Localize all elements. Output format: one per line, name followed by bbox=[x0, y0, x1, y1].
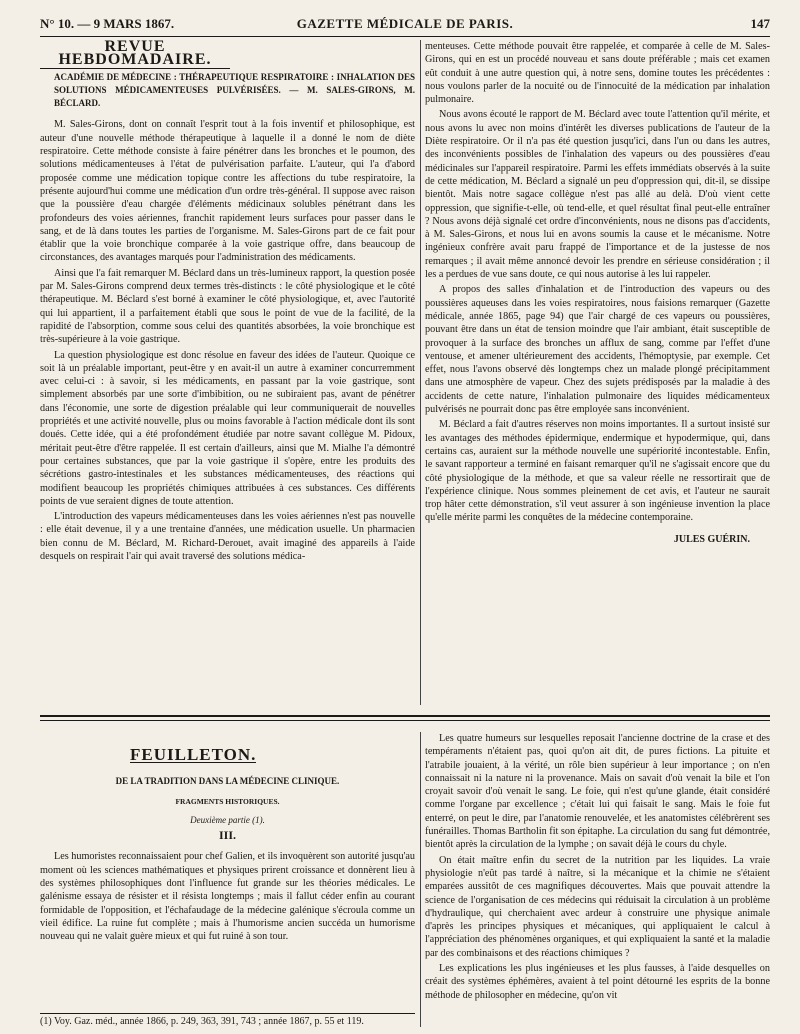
feuilleton-title: FEUILLETON. bbox=[130, 745, 257, 764]
revue-heading: ACADÉMIE DE MÉDECINE : THÉRAPEUTIQUE RESPIRATOIRE : INHALATION DES SOLUTIONS MÉDICAMENTEUSES PULVÉRISÉES. — M. SALES-GIRONS, M. BÉCLARD. bbox=[54, 71, 415, 109]
feuilleton-paragraph: Les explications les plus ingénieuses et les plus fausses, à l'aide desquelles on créait des systèmes éphémères, avaient à tel point détourné les esprits de la bonne méthode de philosopher en médecine, qu'on vit bbox=[425, 963, 770, 1001]
feuilleton-section-number: III. bbox=[218, 828, 236, 843]
feuilleton-paragraph: Les humoristes reconnaissaient pour chef Galien, et ils invoquèrent son autorité jusqu'au moment où les sciences mathématiques et physiques prirent croissance et donnèrent lieu à des systèmes philosophiques dont l'influence fut grande sur les théories médicales. Le galénisme essaya de résister et il résista longtemps ; mais il fallut céder enfin au courant formidable de l'opposition, et l'échafaudage de la médecine galénique s'écroula comme un vieil édifice. La ruine fut complète ; mais à l'humorisme ancien succéda un humorisme nouveau qui ne valait guère mieux et qui fut ruiné à son tour. bbox=[40, 851, 415, 943]
column-divider bbox=[420, 732, 421, 1027]
page-number: 147 bbox=[750, 16, 770, 31]
section-divider-thin bbox=[40, 720, 770, 721]
section-divider-thick bbox=[40, 715, 770, 717]
revue-paragraph: Ainsi que l'a fait remarquer M. Béclard dans un très-lumineux rapport, la question posée par M. Sales-Girons comprend deux termes très-distincts : le côté physiologique et le côté thérapeutique. M. Béclard s'est borné à examiner le côté physiologique, et, avec l'autorité qui lui appartient, il a parfaitement établi que sous le point de vue de la facilité, de la rapidité de l'absorption, comme sous celui des quantités absorbées, la voie bronchique est très-supérieure à la voie gastrique. bbox=[40, 267, 415, 346]
feuilleton-paragraph: On était maître enfin du secret de la nutrition par les liquides. La vraie physiologie n'eût pas tardé à naître, si la mécanique et la chimie ne s'étaient emparées aussitôt de ces magnifiques découvertes. Mais que pouvait attendre la science de l'organisation de ces médecins qui réduisait la circulation à un problème d'hydraulique, qui cherchaient avec ardeur à construire une physique animale d'après les principes physiques et mécaniques, qui appliquaient le calcul à l'appréciation des phénomènes organiques, et qui expliquaient la santé et la maladie par des combinaisons et des réactions chimiques ? bbox=[425, 854, 770, 959]
page-header bbox=[40, 12, 770, 37]
footnote: (1) Voy. Gaz. méd., année 1866, p. 249, 363, 391, 743 ; année 1867, p. 55 et 119. bbox=[40, 1016, 364, 1027]
revue-paragraph: M. Sales-Girons, dont on connaît l'esprit tout à la fois inventif et philosophique, est auteur d'une nouvelle méthode thérapeutique à laquelle il a donné le nom de diète respiratoire. Cette méthode consiste à faire pénétrer dans les bronches et le poumon, des solutions médicamenteuses à l'état de pulvérisation parfaite. L'auteur, qui l'a d'abord proposée comme une médication topique contre les affections du tube respiratoire, la présente aujourd'hui comme une médication d'un ordre très-général. Il suppose avec raison que la poussière d'eau chargée d'éléments médicinaux solubles pénétrant dans les profondeurs des voies aériennes, franchit rapidement leurs surfaces pour passer dans le sang, et de là dans toutes les parties de l'organisme. M. Sales-Girons part de ce fait pour établir que la voie bronchique comparée à la voie gastrique offre, dans beaucoup de circonstances, des avantages marqués pour l'administration des médicaments. bbox=[40, 119, 415, 264]
revue-paragraph: La question physiologique est donc résolue en faveur des idées de l'auteur. Quoique ce soit là un préalable important, peut-être y en avait-il un autre à examiner concurremment avec celui-ci : à savoir, si les médicaments, en passant par la voie gastrique, sont simplement absorbés par une sorte d'imbibition, ou ne subiraient pas, avant de pénétrer dans l'économie, une sorte de digestion préalable qui leur communiquerait de nouvelles propriétés et une activité nouvelle, plus ou moins favorable à l'action médicale dont ils sont doués. Cette idée, qui a été profondément étudiée par notre savant collègue M. Pidoux, méritait peut-être d'être rappelée. Il est certain d'ailleurs, ainsi que M. Mialhe l'a démontré pour certaines substances, que par la voie gastrique il s'opère, entre les produits des sécrétions gastro-intestinales et les substances médicamenteuses, des réactions qui modifient beaucoup les propriétés chimiques attribuées à ces substances. Ces différents points de vue seraient dignes de toute attention. bbox=[40, 349, 415, 507]
author-signature: JULES GUÉRIN. bbox=[673, 533, 750, 545]
issue-number: N° 10. — 9 MARS 1867. bbox=[40, 16, 175, 31]
revue-paragraph: L'introduction des vapeurs médicamenteuses dans les voies aériennes n'est pas nouvelle : elle était devenue, il y a une trentaine d'années, une médication usuelle. Un pharmacien bien connu de M. Béclard, M. Richard-Derouet, avait imaginé des appareils à l'aide desquels on respirait l'air qui avait traversé des solutions médica- bbox=[40, 511, 415, 562]
revue-left-column bbox=[40, 40, 415, 705]
feuilleton-right-column bbox=[425, 732, 770, 1027]
revue-paragraph: M. Béclard a fait d'autres réserves non moins importantes. Il a surtout insisté sur les avantages des méthodes épidermique, endermique et hypodermique, qui, dans certains cas, auraient sur la méthode nouvelle une supériorité incontestable. Enfin, le savant rapporteur a terminé en faisant remarquer qu'il ne s'agissait encore que du côté physiologique de la méthode, et que sa valeur réelle ne ressortirait que de l'expérience clinique. Nous sommes pleinement de cet avis, et l'auteur ne saurait trop hâter cette démonstration, s'il veut assurer à son ingénieuse invention la place qu'elle mérite parmi les conquêtes de la médecine contemporaine. bbox=[425, 419, 770, 524]
feuilleton-fragments: FRAGMENTS HISTORIQUES. bbox=[175, 796, 280, 806]
feuilleton-part: Deuxième partie (1). bbox=[190, 814, 265, 825]
column-divider bbox=[420, 40, 421, 705]
feuilleton-left-column bbox=[40, 732, 415, 1012]
feuilleton-subtitle: DE LA TRADITION DANS LA MÉDECINE CLINIQUE. bbox=[115, 776, 340, 787]
revue-right-column bbox=[425, 40, 770, 705]
feuilleton-paragraph: Les quatre humeurs sur lesquelles reposait l'ancienne doctrine de la crase et des tempéraments n'étaient pas, quoi qu'on ait dit, de pures fictions. La pituite et l'atrabile jouaient, à la vérité, un rôle bien supérieur à leur importance ; on n'en connaissait ni la nature ni la provenance. Mais on savait d'où venait la bile et l'on croyait savoir d'où venait le sang. Le foie, qui n'est qu'une glande, était considéré comme l'organe par excellence ; c'était lui qui faisait le sang. Mais le foie fut enterré, on peut le dire, par l'anatomie renouvelée, et les anatomistes célébrèrent ses funérailles. Thomas Bartholin fit son épitaphe. La circulation du sang fut démontrée, bientôt après la circulation de la lymphe ; on savait déjà le cours du chyle. bbox=[425, 733, 770, 851]
revue-paragraph: menteuses. Cette méthode pouvait être rappelée, et comparée à celle de M. Sales-Girons, qui en est un procédé nouveau et sans doute préférable ; mais cet examen eût conduit à une autre question qui, à notre sens, domine toutes les précédentes : nous voulons parler de la nocuité ou de l'innocuité de la médication par inhalation pulmonaire. bbox=[425, 41, 770, 106]
revue-paragraph: A propos des salles d'inhalation et de l'introduction des vapeurs ou des poussières aqueuses dans les voies respiratoires, nous faisions remarquer (Gazette médicale, année 1865, page 94) que l'air chargé de ces vapeurs ou poussières, pouvant être dans un état de tension moindre que l'air ambiant, était susceptible de provoquer à la surface des bronches un afflux de sang, comme par l'effet d'une ventouse, et amener ultérieurement des accidents, l'hémoptysie, par exemple. Cet effet, nous l'avons observé dès longtemps chez un malade plongé précipitamment dans une atmosphère de vapeur. Chez des sujets prédisposés par la maladie à des accidents de cette nature, l'inhalation pulmonaire des liquides médicamenteux pulvérisés ne pourrait donc pas être employée sans inconvénient. bbox=[425, 284, 770, 416]
revue-paragraph: Nous avons écouté le rapport de M. Béclard avec toute l'attention qu'il mérite, et nous avons lu avec non moins d'intérêt les diverses publications de l'auteur de la Diète respiratoire. Or il n'a pas été question jusqu'ici, dans l'un ou dans les autres, des inconvénients possibles de l'inhalation des vapeurs ou des poussières d'eau médicinales sur l'appareil respiratoire. Parmi les effets immédiats observés à la suite de cette médication, M. Béclard a signalé un peu d'oppression qui, dit-il, se dissipe bientôt. Mais notre sagace collègue n'est pas allé au delà. D'où vient cette oppression, que signifie-t-elle, où tend-elle, et quel résultat final peut-elle entraîner ? Nous avons déjà signalé cet ordre d'inconvénients, nous ne disons pas d'accidents, à M. Sales-Girons, et nous lui en avons soumis la cause et le mécanisme. Notre ingénieux confrère avait paru frappé de l'importance et de la justesse de nos remarques ; il avait même annoncé devoir les prendre en sérieuse considération ; il les a perdues de vue sans doute, ce qui nous autorise à les lui rappeler. bbox=[425, 109, 770, 281]
footnote-rule bbox=[40, 1013, 415, 1014]
journal-title: GAZETTE MÉDICALE DE PARIS. bbox=[296, 16, 514, 31]
revue-title: REVUE HEBDOMADAIRE. bbox=[40, 40, 230, 69]
